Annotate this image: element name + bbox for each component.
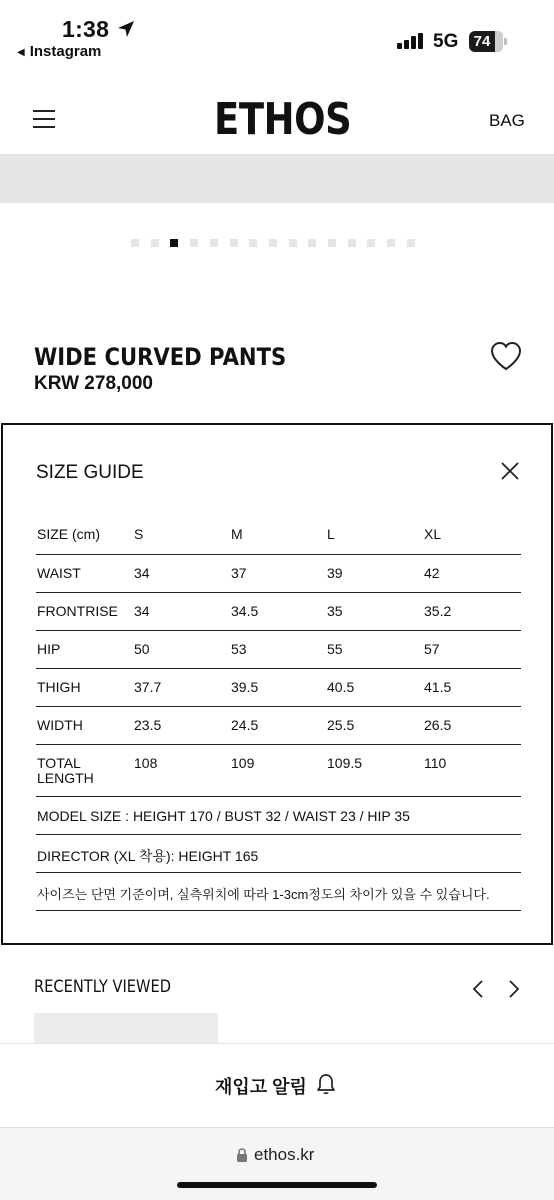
size-table-cell: 57 [424,641,440,657]
size-note-row [36,873,521,911]
director-size-info-row [36,835,521,873]
size-table-row [36,669,521,707]
model-size-info: MODEL SIZE : HEIGHT 170 / BUST 32 / WAIST 23 / HIP 35 [37,808,410,824]
size-table-row [36,555,521,593]
size-table-row-label: WIDTH [37,717,83,733]
bag-link[interactable]: BAG [489,111,525,130]
carousel-dot[interactable] [190,239,198,247]
back-to-app-link[interactable] [17,43,101,60]
size-table-cell: 24.5 [231,717,259,733]
size-table-cell: 35.2 [424,603,452,619]
size-table-header-cell: M [231,526,243,542]
size-table-cell: 39 [327,565,343,581]
battery-icon [469,31,503,52]
size-table-cell: 26.5 [424,717,452,733]
size-table-row [36,593,521,631]
size-table-cell: 42 [424,565,440,581]
carousel-dot[interactable] [367,239,375,247]
recently-viewed-thumbnail[interactable] [34,1013,218,1043]
battery-level: 74 [473,33,491,50]
lock-icon [236,1148,248,1163]
size-table-row-label: WAIST [37,565,81,581]
size-table-cell: 41.5 [424,679,452,695]
close-icon[interactable] [500,461,520,481]
browser-url: ethos.kr [254,1145,315,1164]
director-size-info: DIRECTOR (XL 착용): HEIGHT 165 [37,848,259,864]
bell-icon [316,1073,336,1095]
carousel-dot[interactable] [387,239,395,247]
carousel-dot[interactable] [170,239,178,247]
status-bar [0,0,554,72]
home-indicator [177,1182,377,1188]
brand-logo[interactable]: ETHOS [214,94,352,145]
location-arrow-icon [117,20,135,38]
carousel-dot[interactable] [151,239,159,247]
carousel-dot[interactable] [230,239,238,247]
size-table-cell: 37.7 [134,679,162,695]
restock-alert-label: 재입고 알림 [215,1077,307,1097]
size-table-cell: 39.5 [231,679,259,695]
recently-viewed-title: RECENTLY VIEWED [34,977,171,997]
network-type: 5G [433,31,459,52]
size-table-cell: 109 [231,755,255,771]
size-table-header [36,516,521,555]
back-app-label: Instagram [29,43,102,60]
signal-icon [397,33,425,49]
chevron-right-icon[interactable] [508,980,520,998]
chevron-left-icon[interactable] [472,980,484,998]
carousel-dot[interactable] [308,239,316,247]
size-guide-title: SIZE GUIDE [36,462,144,483]
size-table-cell: 37 [231,565,247,581]
size-table-cell: 34 [134,603,150,619]
size-table-header-cell: SIZE (cm) [37,526,100,542]
restock-alert-bar[interactable] [0,1043,554,1127]
size-table-cell: 110 [424,755,447,771]
status-time: 1:38 [62,16,110,42]
size-table [36,516,521,911]
carousel-dot[interactable] [328,239,336,247]
hamburger-menu-icon[interactable] [33,110,55,128]
product-price: KRW 278,000 [34,373,153,394]
size-note: 사이즈는 단면 기준이며, 실측위치에 따라 1-3cm정도의 차이가 있을 수 있습니다. [37,887,490,902]
size-table-row [36,707,521,745]
size-table-cell: 34.5 [231,603,259,619]
size-table-cell: 25.5 [327,717,355,733]
size-table-cell: 23.5 [134,717,162,733]
product-image-area [0,155,554,203]
carousel-dot[interactable] [210,239,218,247]
size-table-header-cell: L [327,526,335,542]
size-table-row [36,745,521,797]
size-guide-modal [1,423,553,945]
back-triangle-icon: ◀ [17,47,25,58]
size-table-row-label: HIP [37,641,61,657]
model-size-info-row [36,797,521,835]
carousel-dot[interactable] [289,239,297,247]
carousel-dot[interactable] [249,239,257,247]
carousel-dot[interactable] [407,239,415,247]
size-table-cell: 34 [134,565,150,581]
size-table-cell: 50 [134,641,150,657]
size-table-cell: 109.5 [327,755,363,771]
size-table-row-label: FRONTRISE [37,603,118,619]
product-name: WIDE CURVED PANTS [34,343,287,371]
size-table-header-cell: XL [424,526,442,542]
size-table-row-label: THIGH [37,679,81,695]
size-table-row [36,631,521,669]
size-table-header-cell: S [134,526,144,542]
size-table-cell: 35 [327,603,343,619]
carousel-dot[interactable] [269,239,277,247]
wishlist-heart-icon[interactable] [490,341,522,371]
size-table-cell: 53 [231,641,247,657]
carousel-dot[interactable] [131,239,139,247]
size-table-cell: 55 [327,641,343,657]
browser-url-bar[interactable] [0,1127,554,1200]
size-table-row-label: TOTAL LENGTH [37,755,94,786]
size-table-cell: 108 [134,755,158,771]
site-header [0,72,554,155]
size-table-cell: 40.5 [327,679,355,695]
carousel-dot[interactable] [348,239,356,247]
